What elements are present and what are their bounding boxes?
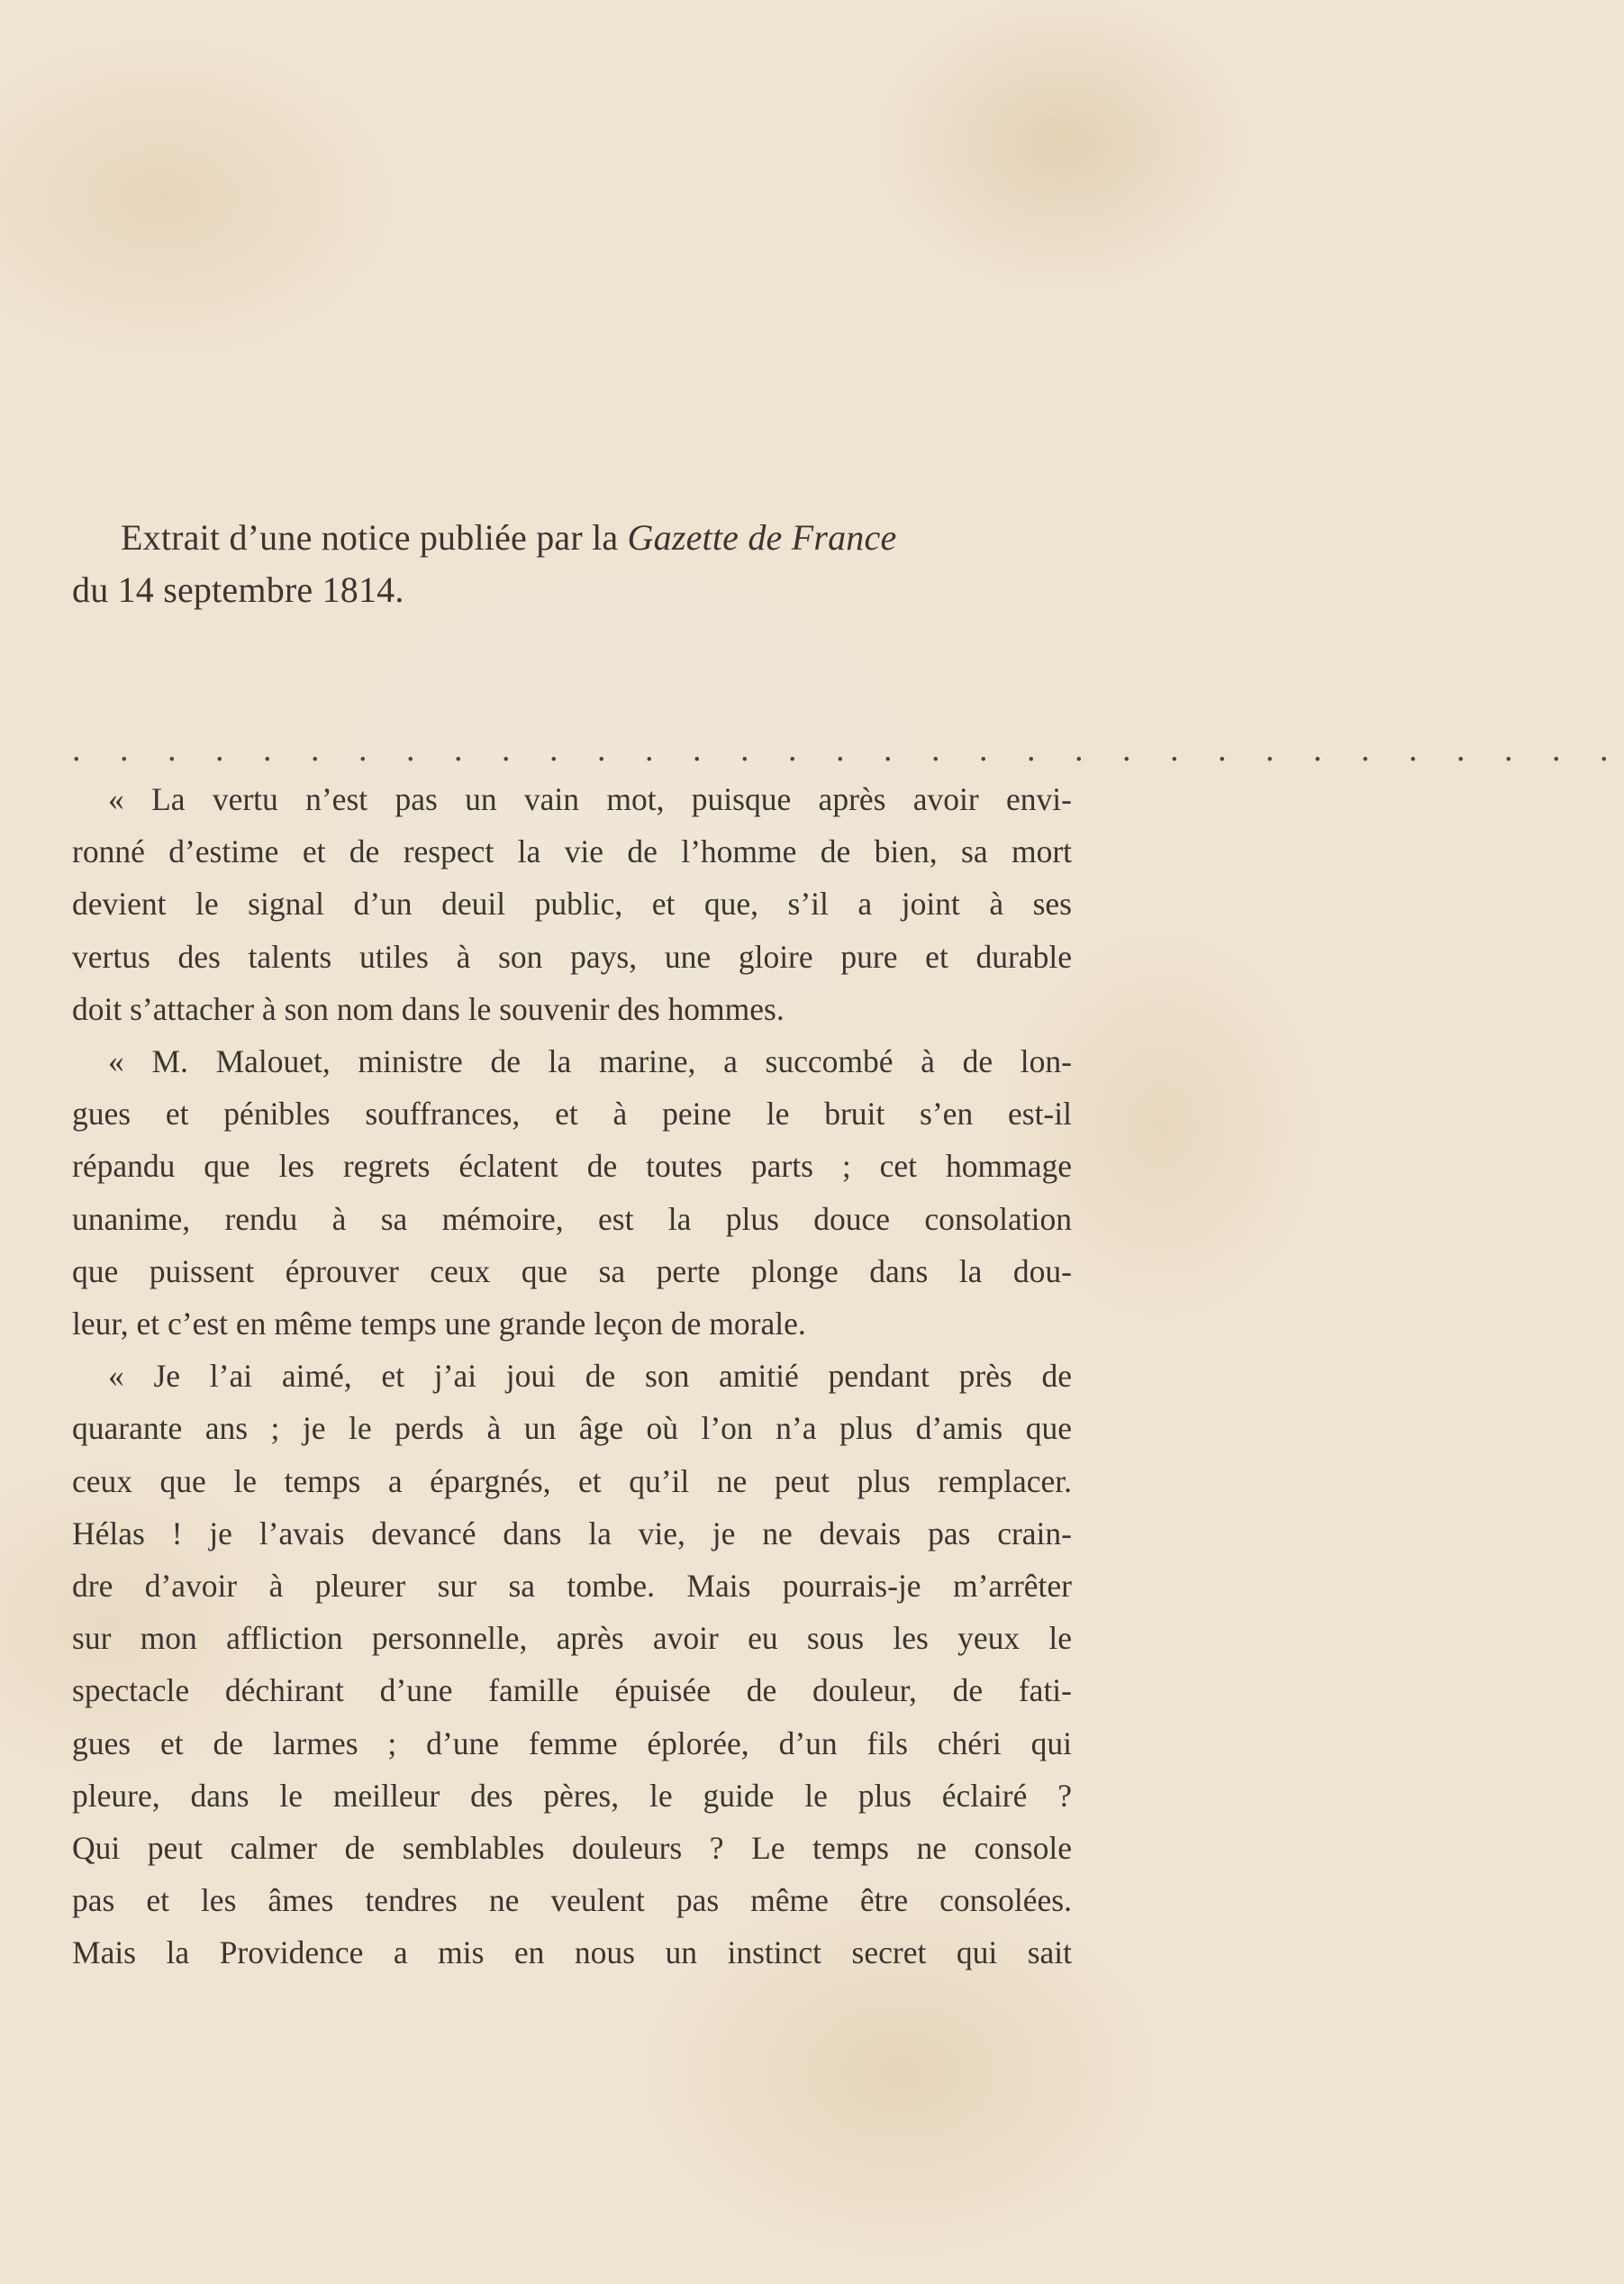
text-line: unanime, rendu à sa mémoire, est la plus douce consolation bbox=[72, 1200, 1072, 1237]
text-line: gues et de larmes ; d’une femme éplorée, d’un fils chéri qui bbox=[72, 1724, 1072, 1761]
text-line: sur mon affliction personnelle, après avoir eu sous les yeux le bbox=[72, 1620, 1072, 1657]
text-line: dre d’avoir à pleurer sur sa tombe. Mais pourrais-je m’arrêter bbox=[72, 1568, 1072, 1605]
text-line: quarante ans ; je le perds à un âge où l’on n’a plus d’amis que bbox=[72, 1410, 1072, 1447]
text-line: leur, et c’est en même temps une grande leçon de morale. bbox=[72, 1306, 806, 1342]
text-line: Hélas ! je l’avais devancé dans la vie, je ne devais pas crain- bbox=[72, 1515, 1072, 1551]
text-line: Mais la Providence a mis en nous un instinct secret qui sait bbox=[72, 1934, 1072, 1971]
heading-date-line: du 14 septembre 1814. bbox=[72, 569, 404, 610]
notice-body bbox=[72, 773, 1072, 1979]
text-line: que puissent éprouver ceux que sa perte plonge dans la dou- bbox=[72, 1252, 1072, 1289]
notice-heading bbox=[72, 512, 1063, 616]
text-line: « La vertu n’est pas un vain mot, puisque après avoir envi- bbox=[108, 781, 1072, 817]
text-line: spectacle déchirant d’une famille épuisée de douleur, de fati- bbox=[72, 1672, 1072, 1709]
text-line: gues et pénibles souffrances, et à peine le bruit s’en est-il bbox=[72, 1096, 1072, 1133]
ellipsis-dots: . . . . . . . . . . . . . . . . . . . . . . . . . . . . . . . . . bbox=[72, 731, 1624, 769]
text-line: « Je l’ai aimé, et j’ai joui de son amitié pendant près de bbox=[108, 1358, 1072, 1395]
text-line: « M. Malouet, ministre de la marine, a succombé à de lon- bbox=[108, 1043, 1072, 1080]
text-line: Qui peut calmer de semblables douleurs ? Le temps ne console bbox=[72, 1830, 1072, 1867]
text-line: pas et les âmes tendres ne veulent pas même être consolées. bbox=[72, 1882, 1072, 1919]
heading-line-1 bbox=[72, 512, 1063, 564]
heading-prefix: Extrait d’une notice publiée par la bbox=[121, 517, 628, 558]
text-line: vertus des talents utiles à son pays, une gloire pure et durable bbox=[72, 938, 1072, 975]
publication-title: Gazette de France bbox=[627, 517, 897, 558]
text-line: devient le signal d’un deuil public, et que, s’il a joint à ses bbox=[72, 886, 1072, 923]
text-line: doit s’attacher à son nom dans le souvenir des hommes. bbox=[72, 990, 785, 1027]
text-line: répandu que les regrets éclatent de toutes parts ; cet hommage bbox=[72, 1148, 1072, 1185]
text-line: ronné d’estime et de respect la vie de l’homme de bien, sa mort bbox=[72, 833, 1072, 870]
text-line: ceux que le temps a épargnés, et qu’il ne peut plus remplacer. bbox=[72, 1462, 1072, 1499]
text-line: pleure, dans le meilleur des pères, le guide le plus éclairé ? bbox=[72, 1777, 1072, 1814]
